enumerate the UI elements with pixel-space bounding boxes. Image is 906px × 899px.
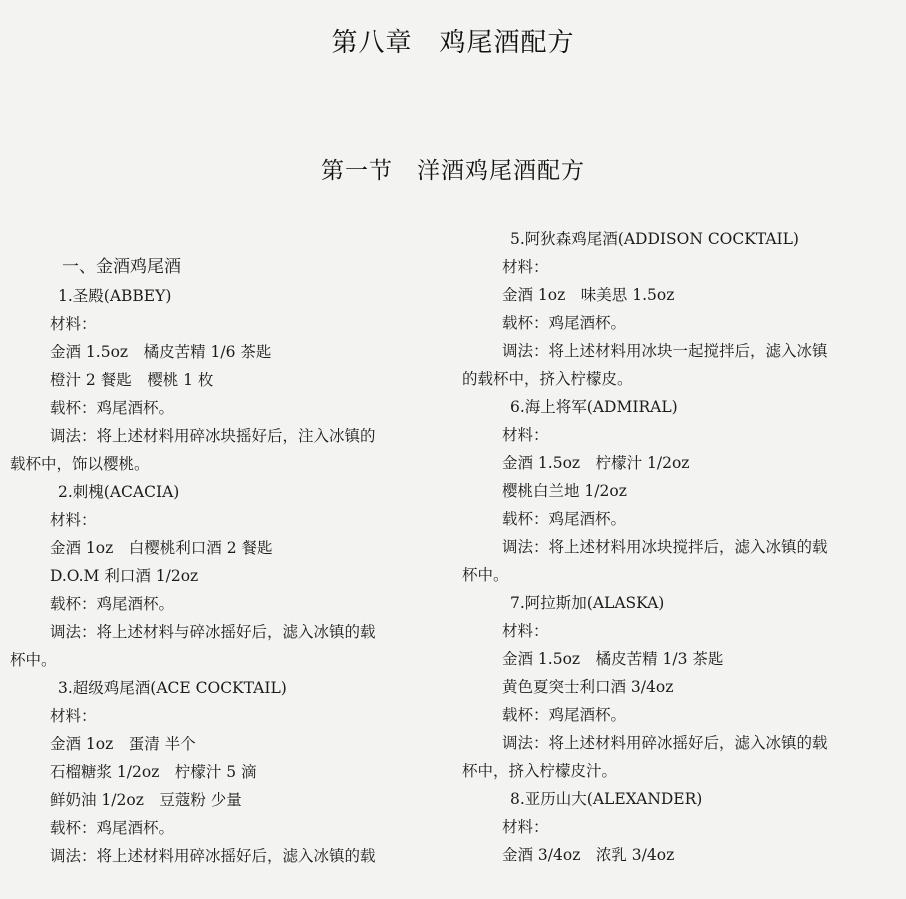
- materials-label: 材料：: [502, 426, 549, 444]
- right-column: [462, 225, 898, 869]
- ingredient-line: 金酒 1.5oz 柠檬汁 1/2oz: [502, 454, 690, 472]
- glass-line: 载杯：鸡尾酒杯。: [502, 314, 627, 332]
- materials-label: 材料：: [50, 315, 97, 333]
- glass-line: 载杯：鸡尾酒杯。: [50, 399, 175, 417]
- materials-label: 材料：: [502, 622, 549, 640]
- ingredient-line: 金酒 1.5oz 橘皮苦精 1/3 茶匙: [502, 650, 724, 668]
- materials-label: 材料：: [50, 707, 97, 725]
- recipe-title: 5.阿狄森鸡尾酒(ADDISON COCKTAIL): [510, 230, 799, 248]
- section-title: 第一节 洋酒鸡尾酒配方: [321, 158, 585, 184]
- method-line: 调法：将上述材料用碎冰摇好后，滤入冰镇的载: [50, 847, 376, 865]
- ingredient-line: 金酒 1oz 白樱桃利口酒 2 餐匙: [50, 539, 273, 557]
- method-line-continued: 杯中，挤入柠檬皮汁。: [462, 762, 618, 780]
- method-line-continued: 杯中。: [10, 651, 57, 669]
- glass-line: 载杯：鸡尾酒杯。: [50, 819, 175, 837]
- method-line-continued: 的载杯中，挤入柠檬皮。: [462, 370, 633, 388]
- materials-label: 材料：: [50, 511, 97, 529]
- method-line-continued: 载杯中，饰以樱桃。: [10, 455, 150, 473]
- glass-line: 载杯：鸡尾酒杯。: [50, 595, 175, 613]
- materials-label: 材料：: [502, 258, 549, 276]
- method-line-continued: 杯中。: [462, 566, 509, 584]
- recipe-title: 2.刺槐(ACACIA): [58, 483, 180, 501]
- method-line: 调法：将上述材料用冰块搅拌后，滤入冰镇的载: [502, 538, 828, 556]
- ingredient-line: 金酒 1oz 蛋清 半个: [50, 735, 196, 753]
- ingredient-line: 樱桃白兰地 1/2oz: [502, 482, 627, 500]
- recipe-title: 3.超级鸡尾酒(ACE COCKTAIL): [58, 679, 287, 697]
- method-line: 调法：将上述材料用冰块一起搅拌后，滤入冰镇: [502, 342, 828, 360]
- ingredient-line: 金酒 3/4oz 浓乳 3/4oz: [502, 846, 675, 864]
- ingredient-line: D.O.M 利口酒 1/2oz: [50, 567, 199, 585]
- glass-line: 载杯：鸡尾酒杯。: [502, 510, 627, 528]
- recipe-title: 1.圣殿(ABBEY): [58, 287, 172, 305]
- method-line: 调法：将上述材料用碎冰摇好后，滤入冰镇的载: [502, 734, 828, 752]
- ingredient-line: 石榴糖浆 1/2oz 柠檬汁 5 滴: [50, 763, 257, 781]
- ingredient-line: 金酒 1oz 味美思 1.5oz: [502, 286, 675, 304]
- chapter-title: 第八章 鸡尾酒配方: [331, 28, 575, 58]
- method-line: 调法：将上述材料与碎冰摇好后，滤入冰镇的载: [50, 623, 376, 641]
- recipe-title: 6.海上将军(ADMIRAL): [510, 398, 678, 416]
- left-column: [10, 252, 430, 870]
- recipe-title: 8.亚历山大(ALEXANDER): [510, 790, 703, 808]
- category-heading: 一、金酒鸡尾酒: [62, 257, 181, 277]
- ingredient-line: 黄色夏突士利口酒 3/4oz: [502, 678, 674, 696]
- ingredient-line: 鲜奶油 1/2oz 豆蔻粉 少量: [50, 791, 242, 809]
- ingredient-line: 金酒 1.5oz 橘皮苦精 1/6 茶匙: [50, 343, 272, 361]
- recipe-title: 7.阿拉斯加(ALASKA): [510, 594, 665, 612]
- materials-label: 材料：: [502, 818, 549, 836]
- method-line: 调法：将上述材料用碎冰块摇好后，注入冰镇的: [50, 427, 376, 445]
- ingredient-line: 橙汁 2 餐匙 樱桃 1 枚: [50, 371, 214, 389]
- glass-line: 载杯：鸡尾酒杯。: [502, 706, 627, 724]
